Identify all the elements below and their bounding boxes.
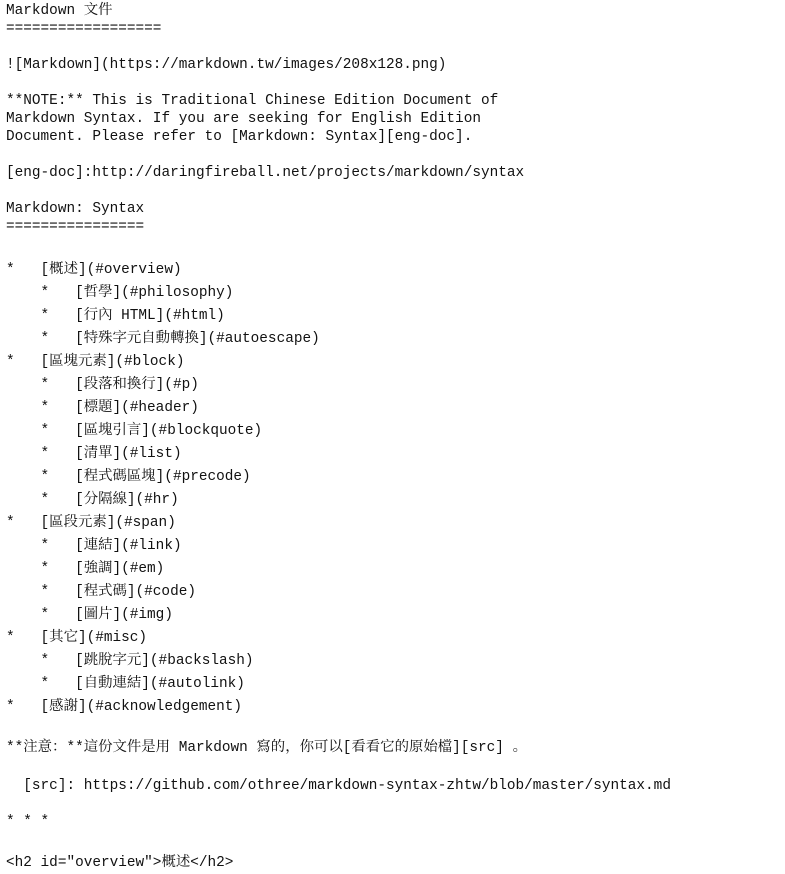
- blank-line: [6, 146, 785, 164]
- blank-line: [6, 236, 785, 259]
- note-line-2: Markdown Syntax. If you are seeking for English Edition: [6, 111, 481, 127]
- toc-item: * [其它](#misc): [6, 630, 148, 646]
- toc-subitem: * [程式碼](#code): [6, 584, 196, 600]
- section-underline: ================: [6, 219, 145, 235]
- toc-item: * [感謝](#acknowledgement): [6, 699, 243, 715]
- toc-subitem: * [自動連結](#autolink): [6, 676, 245, 692]
- toc-subitem: * [跳脫字元](#backslash): [6, 653, 254, 669]
- toc-subitem: * [圖片](#img): [6, 607, 173, 623]
- horizontal-rule-line: * * *: [6, 814, 50, 830]
- reference-link-line: [eng-doc]:http://daringfireball.net/projects/markdown/syntax: [6, 165, 525, 181]
- toc-subitem: * [分隔線](#hr): [6, 492, 179, 508]
- markdown-source-text: [0, 2, 785, 874]
- toc-subitem: * [清單](#list): [6, 446, 182, 462]
- toc-subitem: * [區塊引言](#blockquote): [6, 423, 263, 439]
- toc-subitem: * [連結](#link): [6, 538, 182, 554]
- blank-line: [6, 74, 785, 92]
- toc-subitem: * [程式碼區塊](#precode): [6, 469, 251, 485]
- toc-subitem: * [行內 HTML](#html): [6, 308, 225, 324]
- blank-line: [6, 182, 785, 200]
- blank-line: [6, 38, 785, 56]
- doc-title-line: Markdown 文件: [6, 3, 113, 19]
- blank-line: [6, 719, 785, 737]
- notice-line: **注意：**這份文件是用 Markdown 寫的，你可以[看看它的原始檔][src] 。: [6, 740, 527, 756]
- blank-line: [6, 795, 785, 813]
- toc-subitem: * [標題](#header): [6, 400, 199, 416]
- blank-line: [6, 831, 785, 852]
- src-reference-line: [src]: https://github.com/othree/markdown-syntax-zhtw/blob/master/syntax.md: [6, 778, 671, 794]
- toc-subitem: * [哲學](#philosophy): [6, 285, 234, 301]
- section-title-line: Markdown: Syntax: [6, 201, 145, 217]
- note-line-1: **NOTE:** This is Traditional Chinese Edition Document of: [6, 93, 499, 109]
- toc-subitem: * [段落和換行](#p): [6, 377, 199, 393]
- h2-html-line: <h2 id="overview">概述</h2>: [6, 855, 234, 871]
- image-markdown-line: ![Markdown](https://markdown.tw/images/208x128.png): [6, 57, 447, 73]
- toc-item: * [區段元素](#span): [6, 515, 176, 531]
- toc-subitem: * [特殊字元自動轉換](#autoescape): [6, 331, 320, 347]
- blank-line: [6, 759, 785, 777]
- toc-item: * [區塊元素](#block): [6, 354, 185, 370]
- toc-subitem: * [強調](#em): [6, 561, 165, 577]
- title-underline: ==================: [6, 21, 162, 37]
- note-line-3: Document. Please refer to [Markdown: Syntax][eng-doc].: [6, 129, 473, 145]
- toc-item: * [概述](#overview): [6, 262, 182, 278]
